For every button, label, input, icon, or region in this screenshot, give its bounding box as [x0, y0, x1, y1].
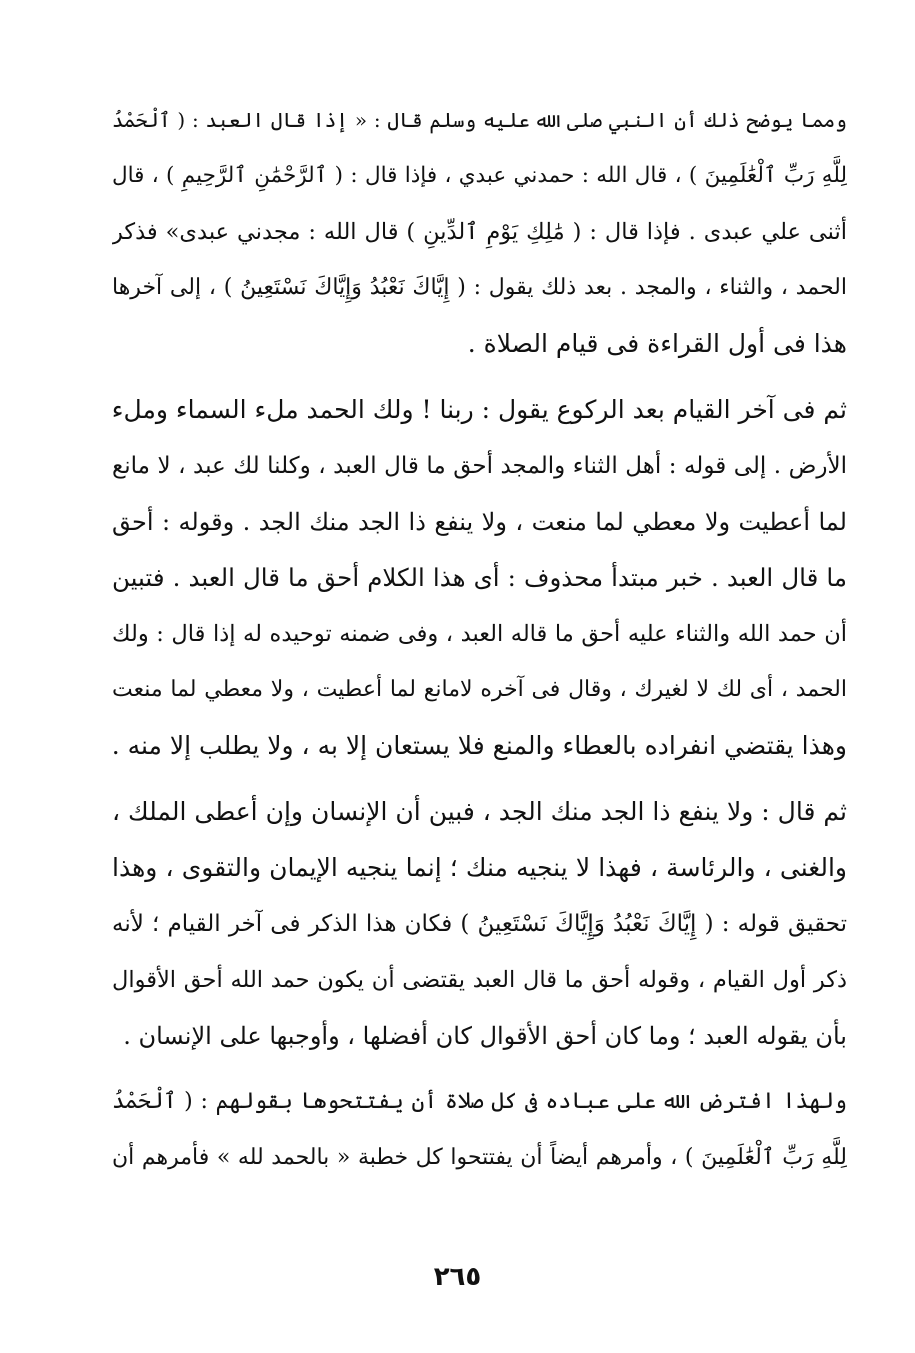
- text-line: ومما يوضح ذلك أن النبي صلى الله عليه وسلم قال : « إذا قال العبد : ( ٱلْحَمْدُ: [112, 108, 847, 132]
- text-line: وهذا يقتضي انفراده بالعطاء والمنع فلا يستعان إلا به ، ولا يطلب إلا منه .: [112, 731, 847, 760]
- text-line: الحمد ، والثناء ، والمجد . بعد ذلك يقول : ( إِيَّاكَ نَعْبُدُ وَإِيَّاكَ نَسْتَعِينُ ) ، إلى آخرها: [112, 275, 847, 300]
- text-line: ثم فى آخر القيام بعد الركوع يقول : ربنا ! ولك الحمد ملء السماء وملء: [112, 395, 847, 424]
- text-line: الحمد ، أى لك لا لغيرك ، وقال فى آخره لامانع لما أعطيت ، ولا معطي لما منعت: [112, 677, 847, 702]
- text-line: ولهذا افترض الله على عباده فى كل صلاة أن يفتتحوها بقولهم : ( ٱلْحَمْدُ: [112, 1089, 847, 1114]
- text-line: بأن يقوله العبد ؛ وما كان أحق الأقوال كان أفضلها ، وأوجبها على الإنسان .: [123, 1022, 847, 1050]
- text-line: لما أعطيت ولا معطي لما منعت ، ولا ينفع ذا الجد منك الجد . وقوله : أحق: [112, 508, 847, 536]
- paragraph: [112, 92, 847, 372]
- text-line: لِلَّهِ رَبِّ ٱلْعَٰلَمِينَ ) ، قال الله : حمدني عبدي ، فإذا قال : ( ٱلرَّحْمَٰنِ ٱلرَّحِيمِ ) ، قال: [112, 163, 847, 188]
- paragraph: [112, 1074, 847, 1186]
- text-line: هذا فى أول القراءة فى قيام الصلاة .: [467, 329, 847, 358]
- text-line: أثنى علي عبدى . فإذا قال : ( مَٰلِكِ يَوْمِ ٱلدِّينِ ) قال الله : مجدني عبدى» فذكر: [112, 219, 847, 245]
- text-line: والغنى ، والرئاسة ، فهذا لا ينجيه منك ؛ إنما ينجيه الإيمان والتقوى ، وهذا: [112, 853, 847, 882]
- text-line: ذكر أول القيام ، وقوله أحق ما قال العبد يقتضى أن يكون حمد الله أحق الأقوال: [112, 967, 847, 993]
- paragraph: [112, 382, 847, 774]
- text-line: ما قال العبد . خبر مبتدأ محذوف : أى هذا الكلام أحق ما قال العبد . فتبين: [112, 563, 847, 592]
- text-line: لِلَّهِ رَبِّ ٱلْعَٰلَمِينَ ) ، وأمرهم أيضاً أن يفتتحوا كل خطبة « بالحمد لله » فأمرهم أن: [112, 1145, 847, 1170]
- text-line: الأرض . إلى قوله : أهل الثناء والمجد أحق ما قال العبد ، وكلنا لك عبد ، لا مانع: [112, 453, 847, 479]
- text-body: [112, 92, 847, 1196]
- paragraph: [112, 784, 847, 1064]
- page-number: ٢٦٥: [433, 1262, 482, 1292]
- text-line: أن حمد الله والثناء عليه أحق ما قاله العبد ، وفى ضمنه توحيده له إذا قال : ولك: [112, 621, 847, 647]
- text-line: تحقيق قوله : ( إِيَّاكَ نَعْبُدُ وَإِيَّاكَ نَسْتَعِينُ ) فكان هذا الذكر فى آخر القيام ؛ لأنه: [112, 911, 847, 937]
- text-line: ثم قال : ولا ينفع ذا الجد منك الجد ، فبين أن الإنسان وإن أعطى الملك ،: [112, 797, 847, 826]
